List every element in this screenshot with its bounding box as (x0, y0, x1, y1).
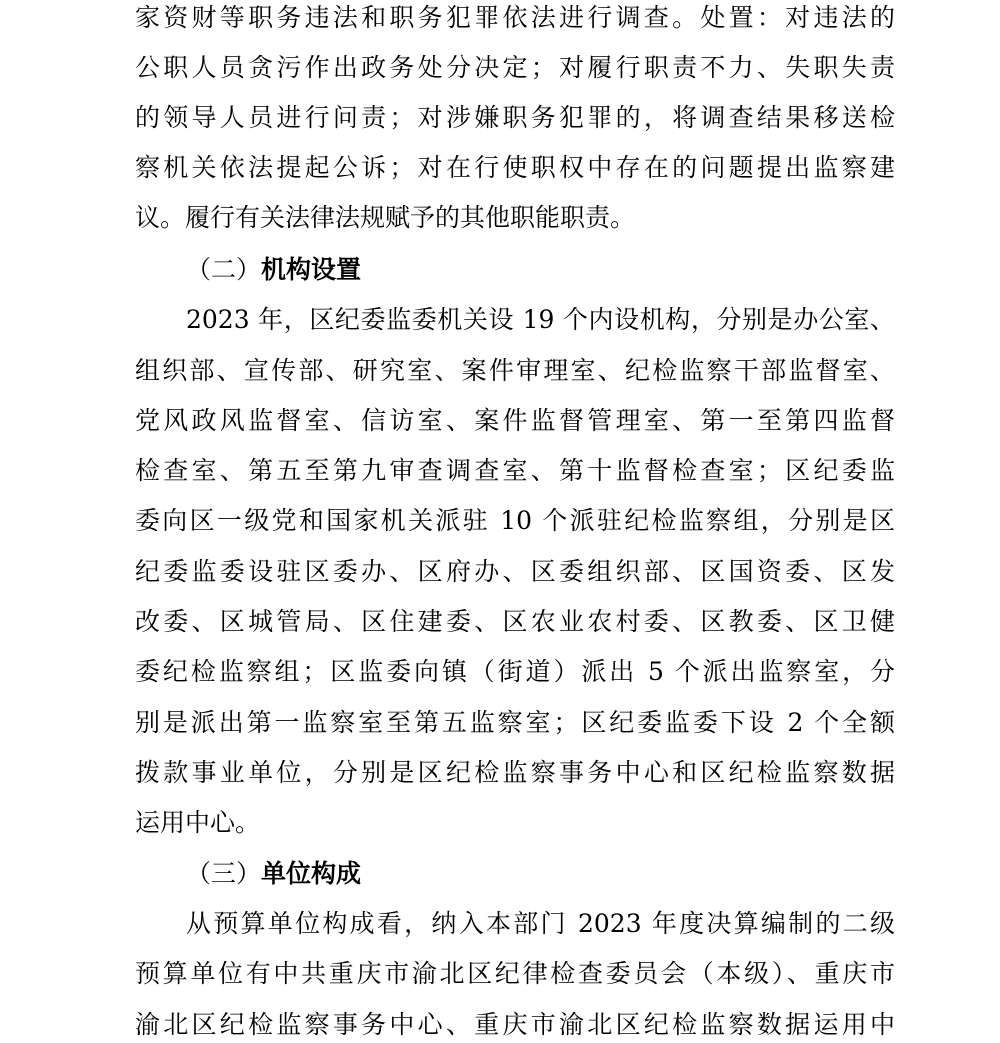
paragraph-line: 组织部、宣传部、研究室、案件审理室、纪检监察干部监督室、 (135, 356, 895, 385)
section-heading-number: （三） (186, 859, 262, 888)
paragraph-line: 家资财等职务违法和职务犯罪依法进行调查。处置：对违法的 (135, 3, 895, 32)
paragraph-line: 纪委监委设驻区委办、区府办、区委组织部、区国资委、区发 (135, 557, 895, 586)
section-heading (186, 255, 361, 305)
paragraph-line: 的领导人员进行问责；对涉嫌职务犯罪的，将调查结果移送检 (135, 103, 895, 132)
paragraph-line: 议。履行有关法律法规赋予的其他职能职责。 (135, 203, 636, 232)
paragraph-line: 察机关依法提起公诉；对在行使职权中存在的问题提出监察建 (135, 153, 895, 182)
paragraph-line: 别是派出第一监察室至第五监察室；区纪委监委下设 2 个全额 (135, 708, 895, 737)
paragraph-line: 预算单位有中共重庆市渝北区纪律检查委员会（本级）、重庆市 (135, 959, 895, 988)
section-heading-title: 单位构成 (261, 859, 362, 888)
paragraph-line: 2023 年，区纪委监委机关设 19 个内设机构，分别是办公室、 (186, 305, 895, 334)
paragraph-line: 党风政风监督室、信访室、案件监督管理室、第一至第四监督 (135, 406, 895, 435)
paragraph-line: 委纪检监察组；区监委向镇（街道）派出 5 个派出监察室，分 (135, 657, 895, 686)
paragraph-line: 运用中心。 (135, 808, 261, 837)
paragraph-line: 从预算单位构成看，纳入本部门 2023 年度决算编制的二级 (186, 909, 895, 938)
section-heading (186, 859, 361, 909)
paragraph-line: 拨款事业单位，分别是区纪检监察事务中心和区纪检监察数据 (135, 758, 895, 787)
section-heading-title: 机构设置 (261, 255, 362, 284)
paragraph-line: 委向区一级党和国家机关派驻 10 个派驻纪检监察组，分别是区 (135, 506, 895, 535)
paragraph-line: 公职人员贪污作出政务处分决定；对履行职责不力、失职失责 (135, 53, 895, 82)
paragraph-line: 检查室、第五至第九审查调查室、第十监督检查室；区纪委监 (135, 456, 895, 485)
paragraph-line: 渝北区纪检监察事务中心、重庆市渝北区纪检监察数据运用中 (135, 1010, 895, 1039)
paragraph-line: 改委、区城管局、区住建委、区农业农村委、区教委、区卫健 (135, 607, 895, 636)
section-heading-number: （二） (186, 255, 262, 284)
